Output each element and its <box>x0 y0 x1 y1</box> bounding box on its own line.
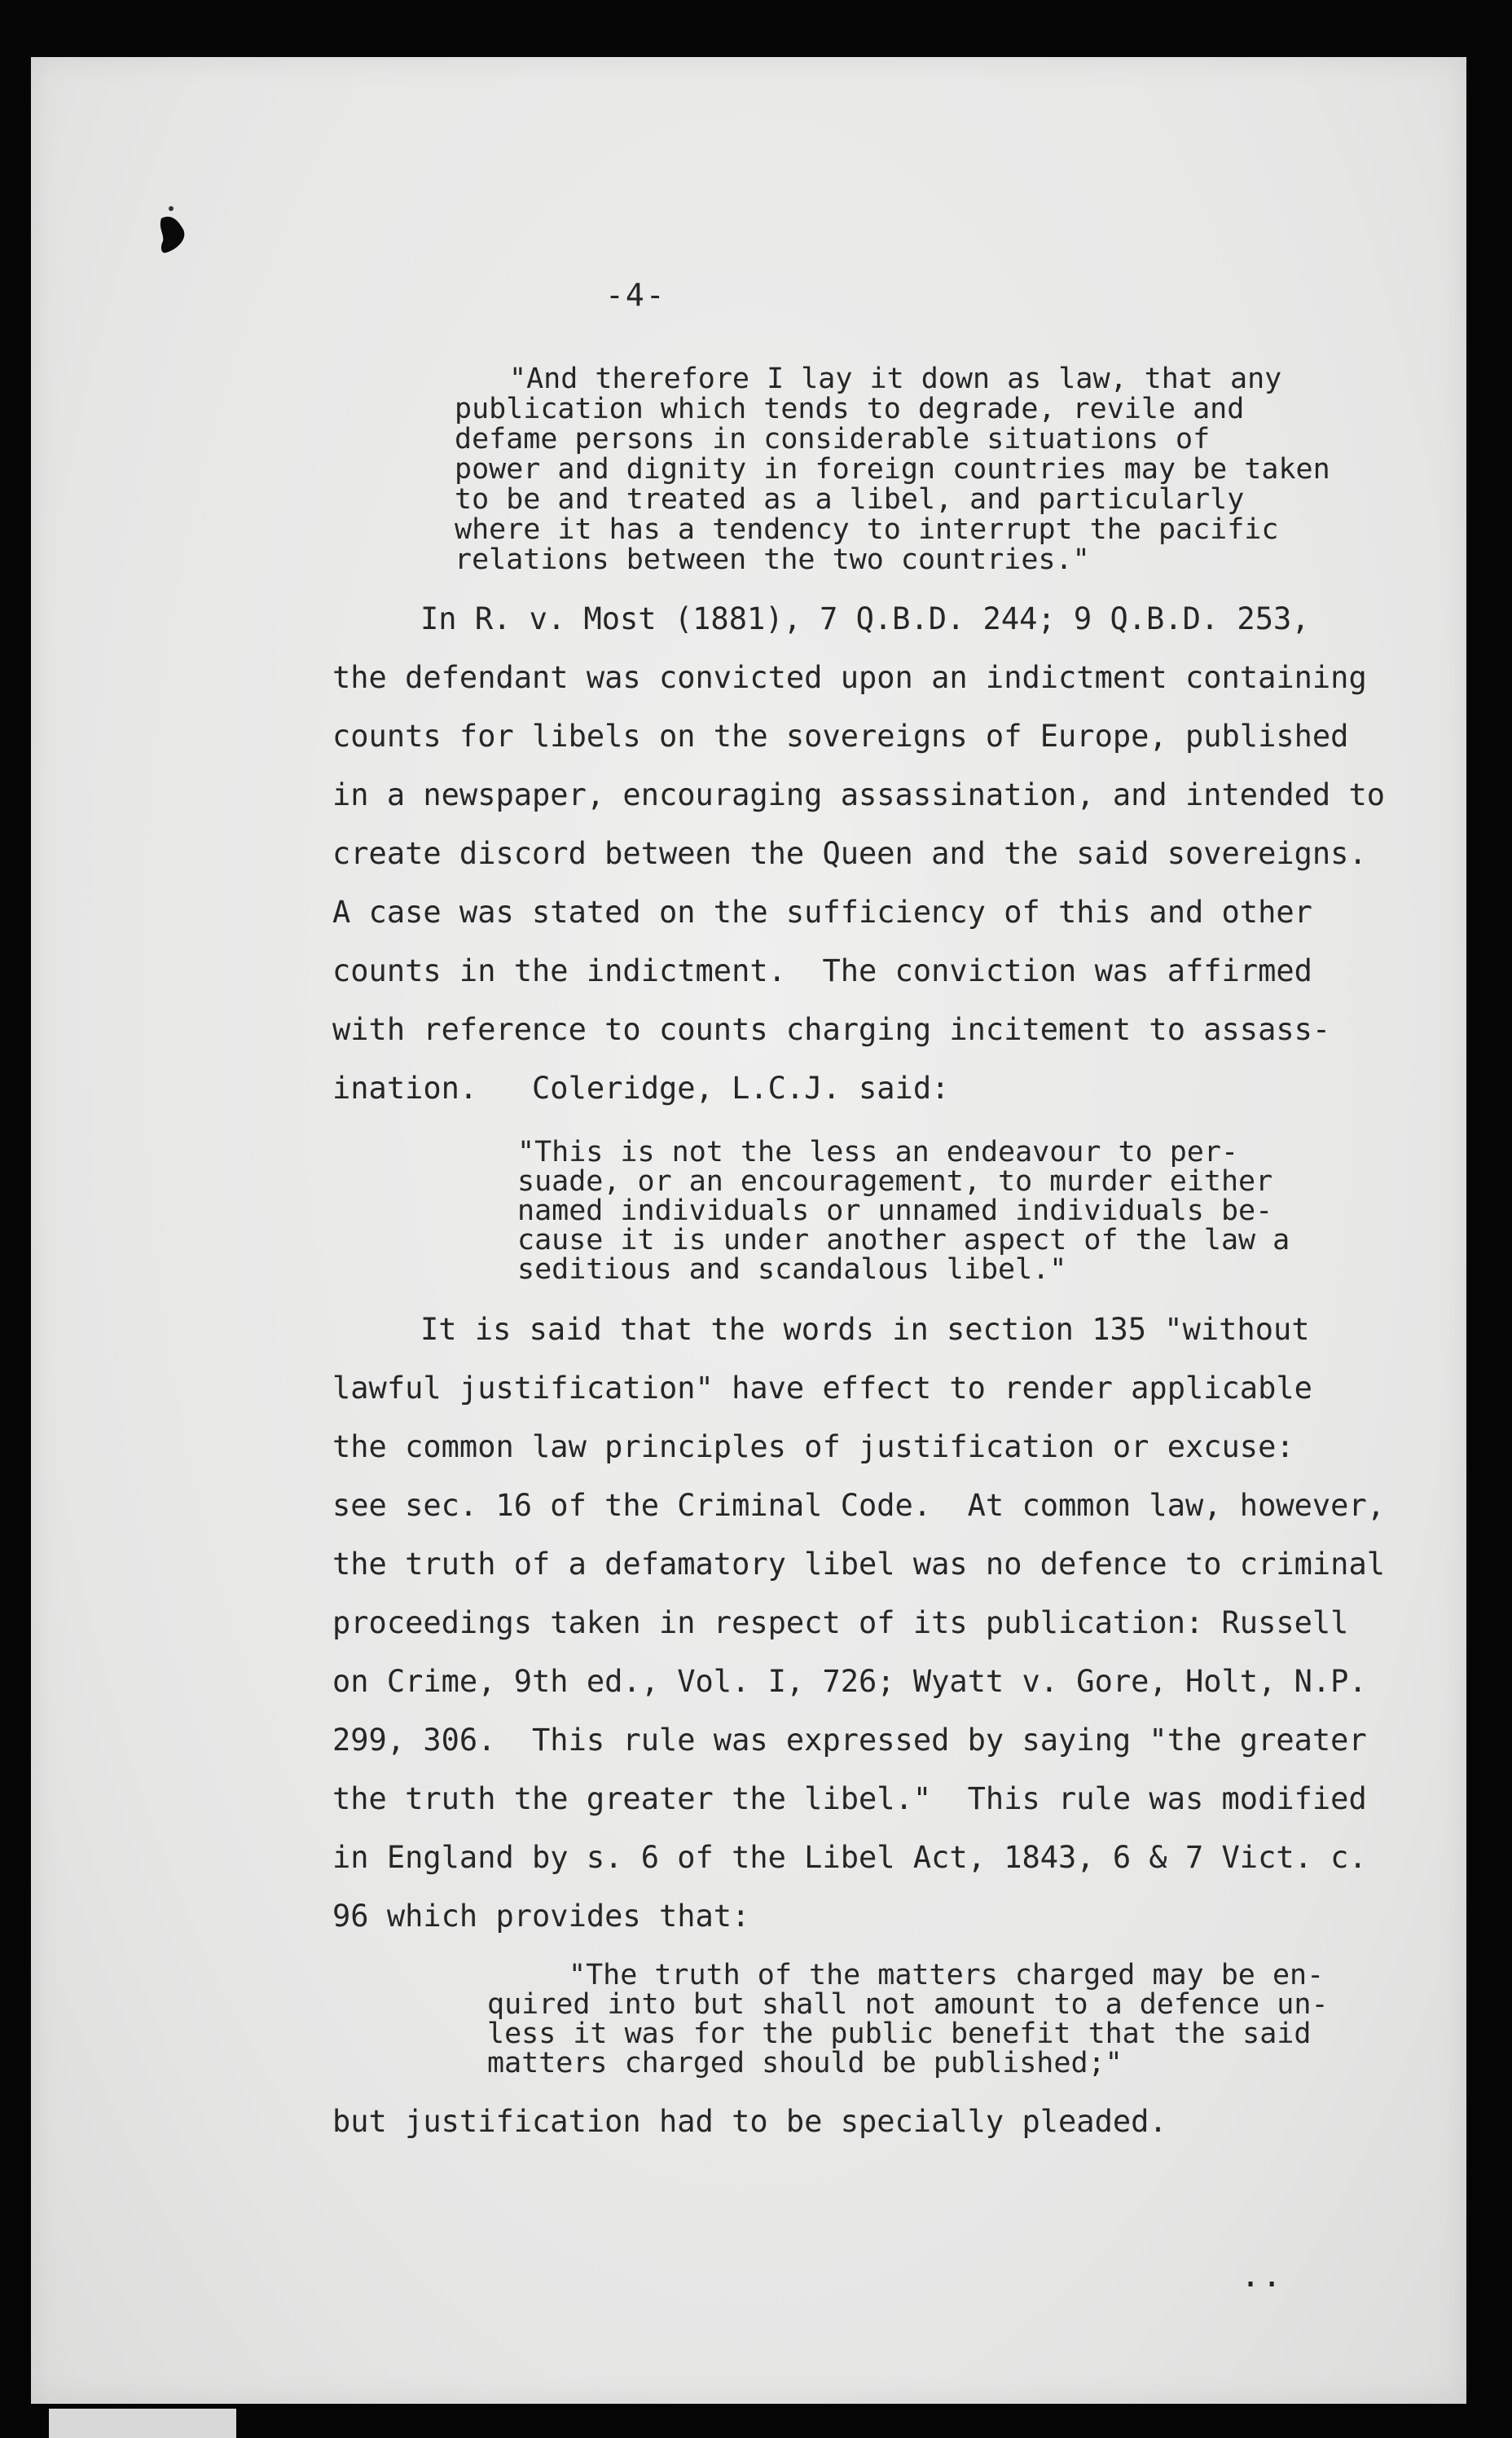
text-line: ination. Coleridge, L.C.J. said: <box>332 1071 950 1106</box>
text-line: in a newspaper, encouraging assassination, and intended to <box>332 777 1386 812</box>
quote-line: publication which tends to degrade, revile and <box>455 393 1245 425</box>
document-page <box>31 57 1466 2404</box>
quote-line: "And therefore I lay it down as law, that any <box>509 363 1282 395</box>
text-line: on Crime, 9th ed., Vol. I, 726; Wyatt v. Gore, Holt, N.P. <box>332 1664 1367 1699</box>
continuation-mark: .. <box>1241 2257 1284 2295</box>
quote-line: matters charged should be published;" <box>487 2047 1123 2079</box>
text-line: proceedings taken in respect of its publication: Russell <box>332 1605 1349 1640</box>
text-line: create discord between the Queen and the said sovereigns. <box>332 836 1367 871</box>
text-line: 299, 306. This rule was expressed by saying "the greater <box>332 1723 1367 1758</box>
text-line: lawful justification" have effect to render applicable <box>332 1371 1312 1406</box>
quote-line: less it was for the public benefit that the said <box>487 2018 1312 2050</box>
quote-line: named individuals or unnamed individuals be- <box>517 1195 1273 1227</box>
text-line: see sec. 16 of the Criminal Code. At common law, however, <box>332 1488 1386 1523</box>
quote-line: seditious and scandalous libel." <box>517 1253 1067 1286</box>
quote-line: cause it is under another aspect of the law a <box>517 1224 1290 1256</box>
quote-line: power and dignity in foreign countries may be taken <box>455 453 1330 486</box>
text-line: the truth of a defamatory libel was no defence to criminal <box>332 1547 1386 1582</box>
quote-line: where it has a tendency to interrupt the pacific <box>455 513 1279 546</box>
quote-line: defame persons in considerable situations of <box>455 423 1211 455</box>
quote-line: to be and treated as a libel, and particularly <box>455 483 1245 516</box>
quote-line: "This is not the less an endeavour to per- <box>517 1136 1239 1168</box>
film-edge-label <box>49 2409 236 2438</box>
text-line: counts in the indictment. The conviction was affirmed <box>332 953 1312 988</box>
text-line: In R. v. Most (1881), 7 Q.B.D. 244; 9 Q.B.D. 253, <box>420 601 1310 636</box>
text-line: in England by s. 6 of the Libel Act, 1843, 6 & 7 Vict. c. <box>332 1840 1367 1875</box>
punch-hole-mark <box>153 204 218 269</box>
page-number: -4- <box>605 277 666 313</box>
quote-line: relations between the two countries." <box>455 543 1090 576</box>
text-line: the truth the greater the libel." This rule was modified <box>332 1781 1367 1816</box>
text-line: with reference to counts charging incitement to assass- <box>332 1012 1331 1047</box>
text-line: 96 which provides that: <box>332 1899 750 1934</box>
text-line: counts for libels on the sovereigns of Europe, published <box>332 719 1349 754</box>
text-line: A case was stated on the sufficiency of this and other <box>332 895 1312 930</box>
quote-line: suade, or an encouragement, to murder either <box>517 1165 1273 1198</box>
quote-line: "The truth of the matters charged may be en- <box>569 1959 1325 1991</box>
text-line: but justification had to be specially pleaded. <box>332 2104 1167 2139</box>
quote-line: quired into but shall not amount to a defence un- <box>487 1988 1329 2021</box>
text-line: It is said that the words in section 135 "without <box>420 1312 1310 1347</box>
text-line: the common law principles of justification or excuse: <box>332 1429 1294 1464</box>
text-line: the defendant was convicted upon an indictment containing <box>332 660 1367 695</box>
